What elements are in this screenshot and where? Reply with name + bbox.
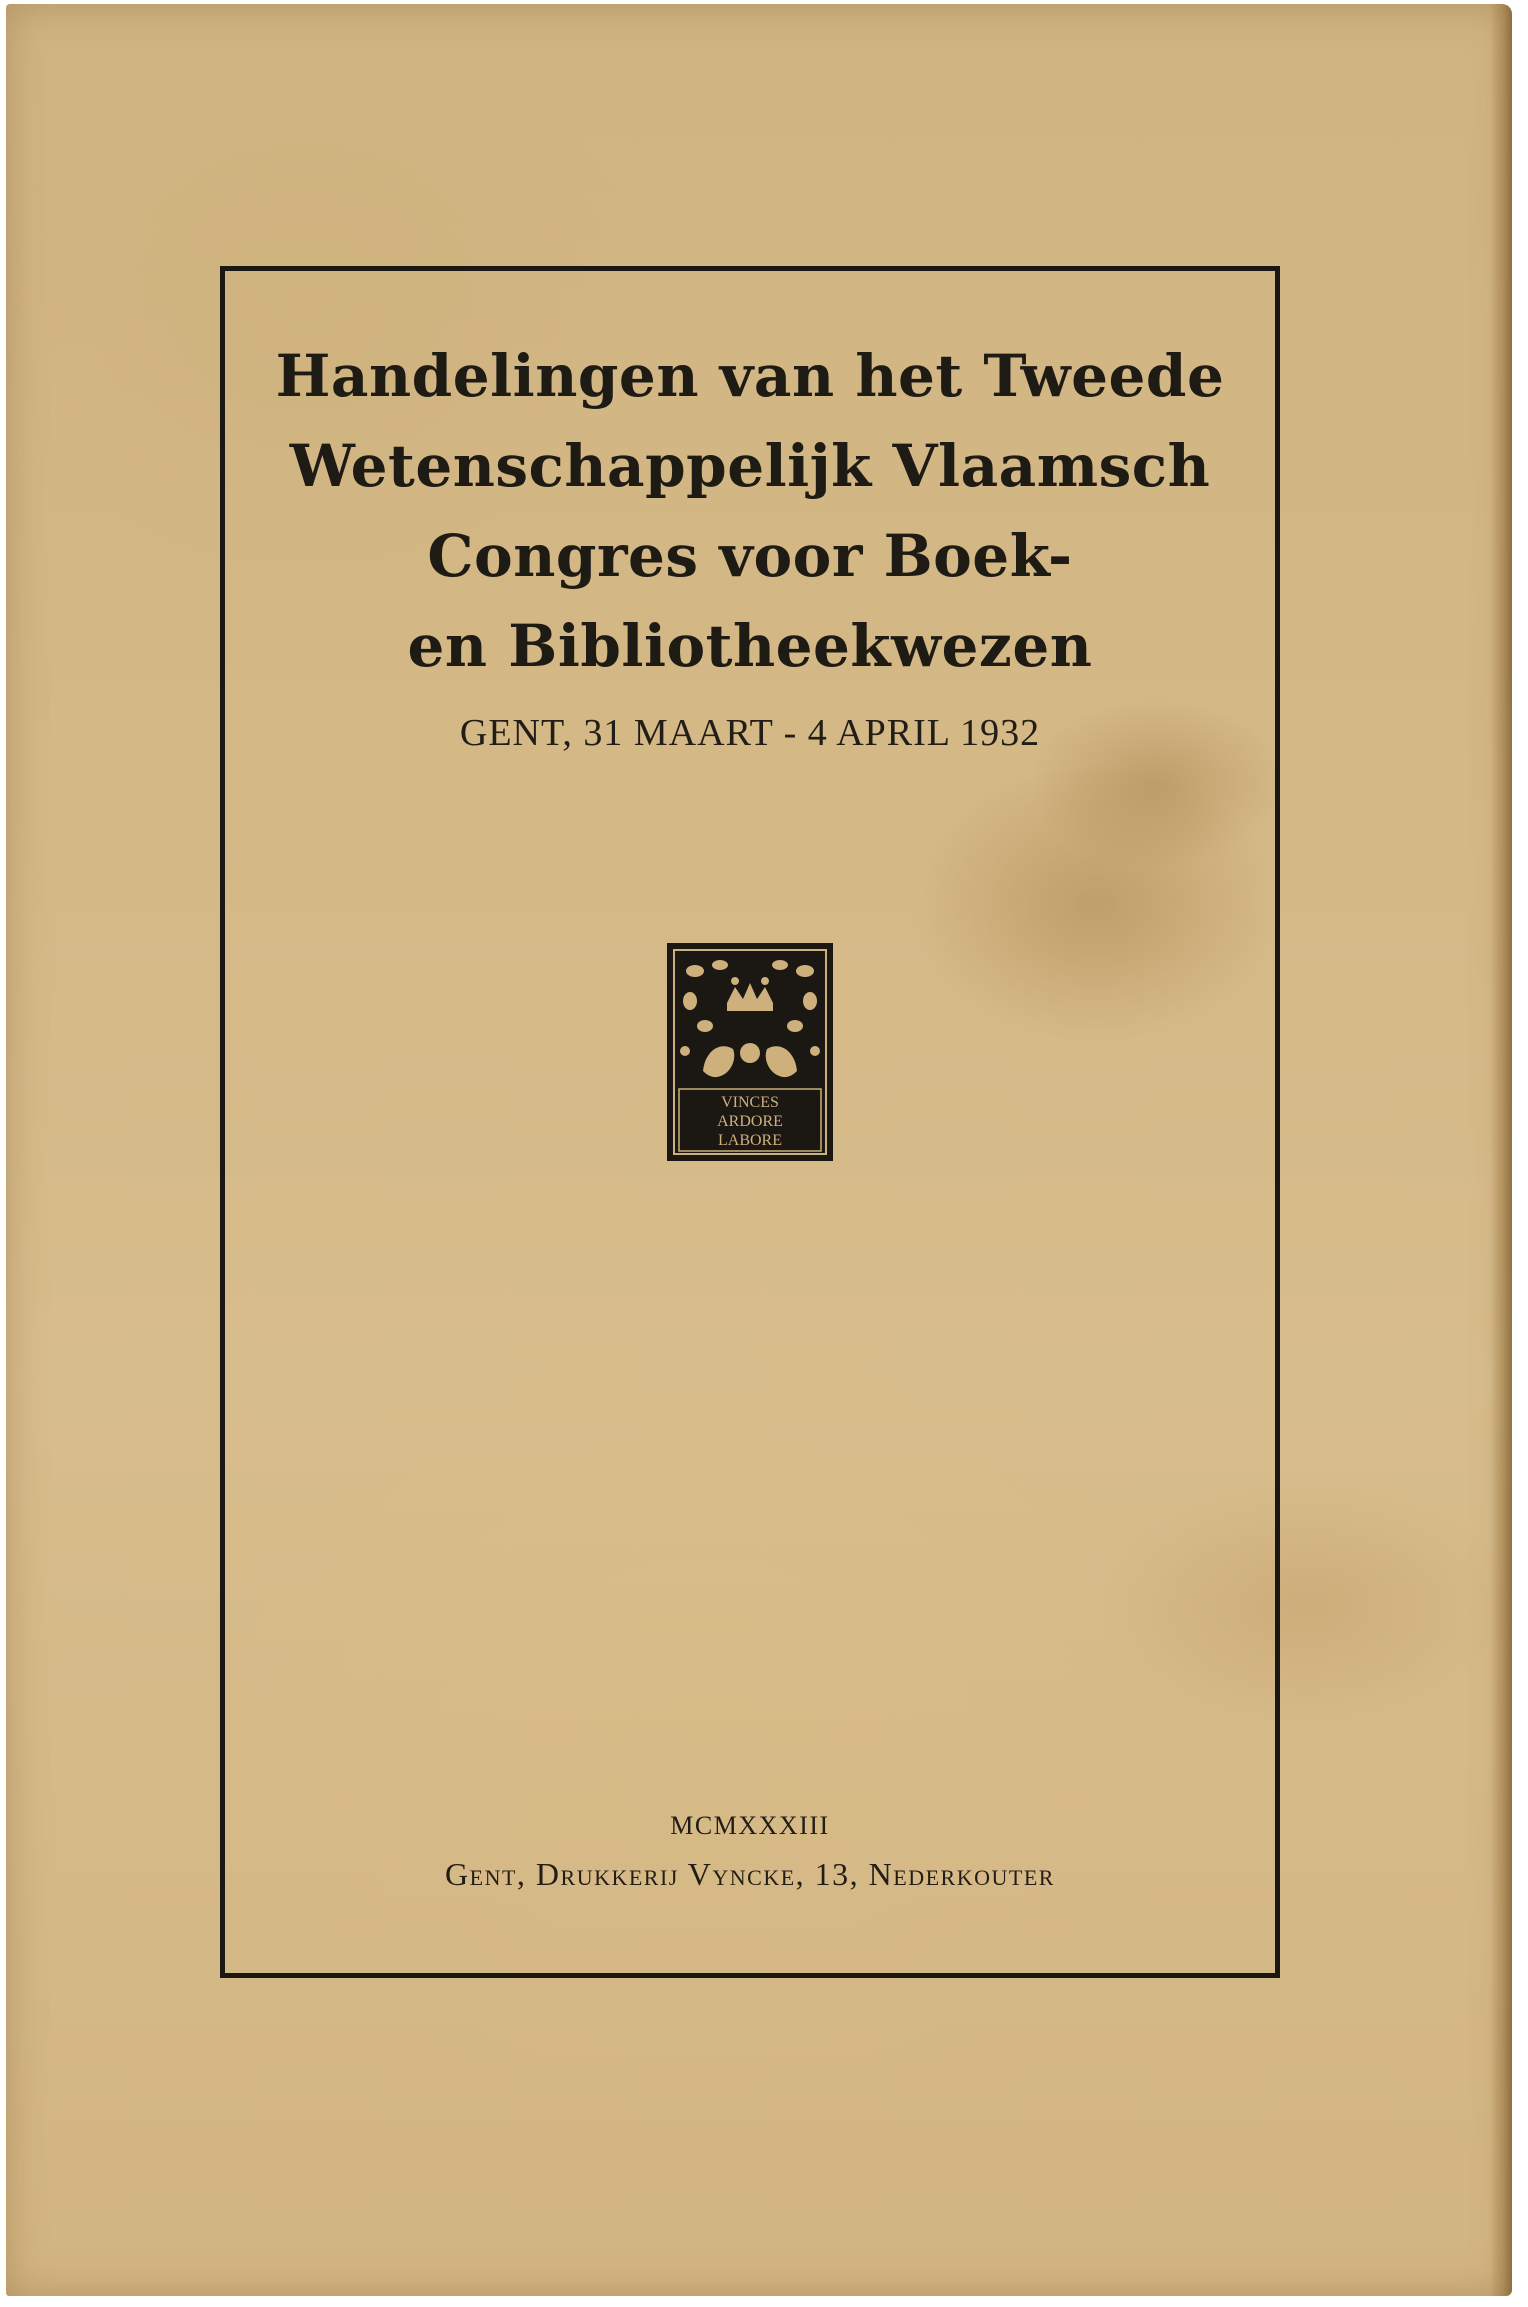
printer-address: Gent, Drukkerij Vyncke, 13, Nederkouter (445, 1856, 1055, 1892)
title-line-3: Congres voor Boek- (427, 522, 1073, 590)
printer-emblem-icon (665, 941, 835, 1163)
title-line-4: en Bibliotheekwezen (407, 612, 1093, 680)
motto-line-2: ARDORE (717, 1113, 783, 1130)
imprint (225, 1806, 1275, 1902)
title-line-1: Handelingen van het Tweede (275, 342, 1225, 410)
motto-line-1: VINCES (721, 1094, 779, 1111)
publication-year: MCMXXXIII (670, 1811, 830, 1840)
title-line-2: Wetenschappelijk Vlaamsch (289, 432, 1211, 500)
cover-border-frame (220, 266, 1280, 1978)
event-place-date: GENT, 31 MAART - 4 APRIL 1932 (459, 712, 1041, 754)
page-edge (1490, 4, 1512, 2296)
book-cover (6, 4, 1512, 2296)
book-title (225, 331, 1275, 691)
motto-line-3: LABORE (718, 1132, 782, 1149)
